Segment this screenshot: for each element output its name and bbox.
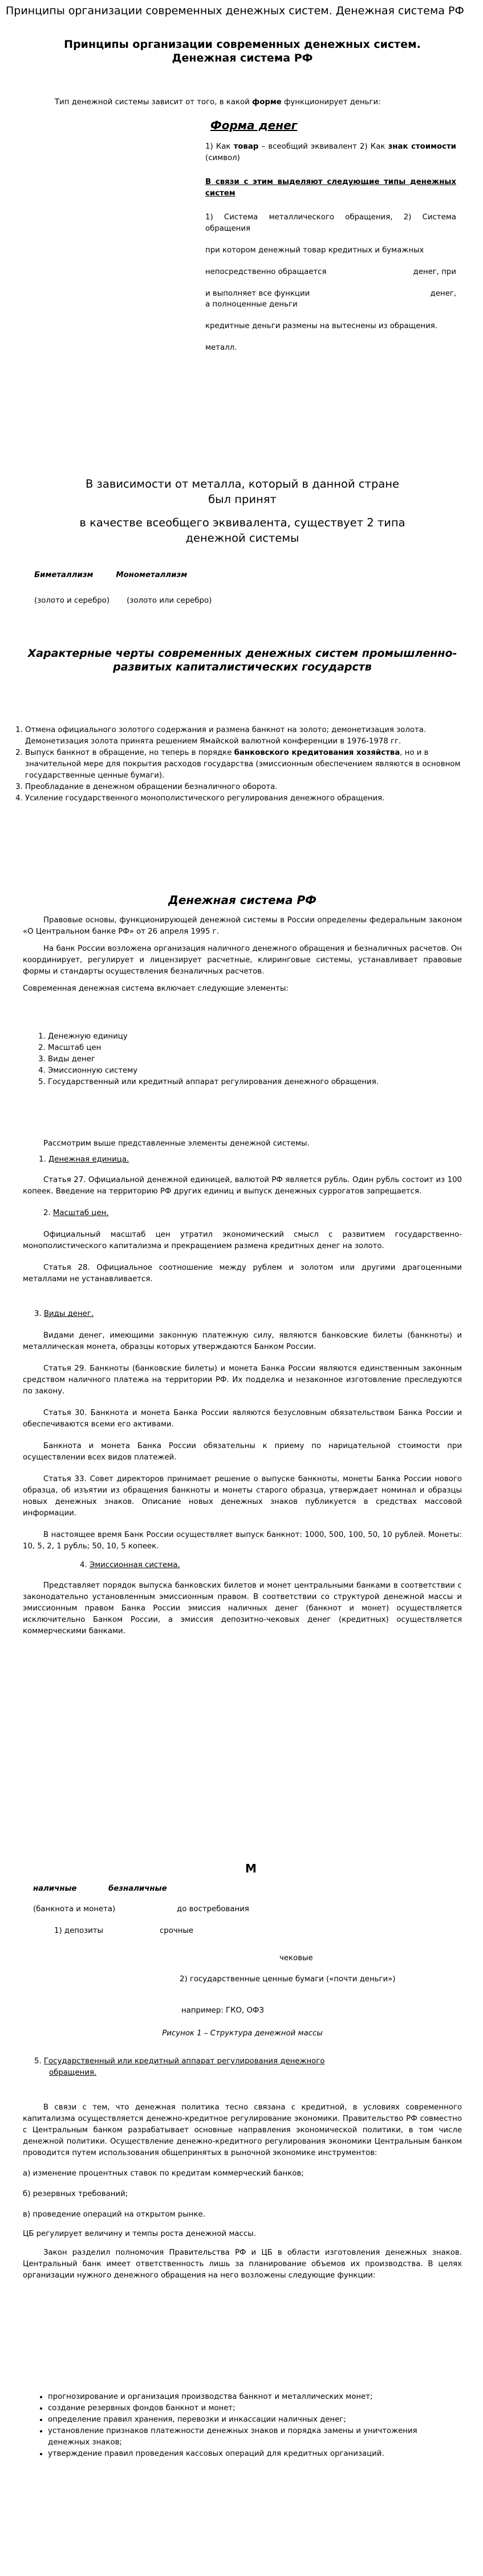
diagram-cash-sub: (банкнота и монета) bbox=[33, 1905, 116, 1913]
forms-block: 1) Как товар – всеобщий эквивалент 2) Как знак стоимости (символ) В связи с этим выделяют следующие типы денежных систем 1) Система металлического обращения, 2) Система обращения при котором денежный товар кредитных и бумажных непосредственно обращается денег, при и выполняет все функции денег, а полноценные деньги кредитные деньги размены на вытеснены из обращения. металл. bbox=[205, 142, 456, 353]
regulation-body: В связи с тем, что денежная политика тесно связана с кредитной, в условиях современного капитализма осуществляется денежно-кредитное регулирование экономики. Правительство РФ совместно с Центральным банком разрабатывает основные направления экономической политики, в том числе денежной политики. Осуществление денежно-кредитного регулирования экономики Центральным банком проводится путем использования общепринятых в рыночной экономике инструментов: а) изменение процентных ставок по кредитам коммерческий банков; б) резервных требований; в) проведение операций на открытом рынке. ЦБ регулирует величину и темпы роста денежной массы. Закон разделил полномочия Правительства РФ и ЦБ в области изготовления денежных знаков. Центральный банк имеет ответственность лишь за планирование объемов их производства. В целях организации нужного денежного обращения на него возложены следующие функции: bbox=[23, 2103, 462, 2280]
features-heading: Характерные черты современных денежных систем промышленно-развитых капиталистических государств bbox=[27, 647, 457, 673]
list-item: 1. Денежную единицу bbox=[48, 1031, 456, 1042]
monometallism-label: Монометаллизм bbox=[116, 571, 188, 579]
diagram-securities: 2) государственные ценные бумаги («почти деньги») bbox=[180, 1975, 396, 1984]
regulation-functions-list bbox=[34, 2391, 456, 2460]
list-item: 1. Отмена официального золотого содержания и размена банкнот на золото; демонетизация золота. Демонетизация золота принята решением Ямайской валютной конференции в 1976-1978 гг. bbox=[25, 725, 462, 747]
list-item: • определение правил хранения, перевозки и инкассации наличных денег; bbox=[48, 2414, 456, 2426]
diagram-demand: до востребования bbox=[177, 1905, 249, 1913]
list-item: 2. Выпуск банкнот в обращение, но теперь в порядке банковского кредитования хозяйства, но и в значительной мере для покрытия расходов государства (эмиссионным обеспечением являются в основном государственные ценные бумаги). bbox=[25, 747, 462, 782]
diagram-term: срочные bbox=[160, 1927, 194, 1935]
unit-heading: Денежная единица. bbox=[48, 1155, 129, 1164]
metal-types-sub: (золото и серебро) (золото или серебро) bbox=[34, 596, 212, 605]
list-item: 3. Преобладание в денежном обращении безналичного оборота. bbox=[25, 782, 462, 793]
list-item: • утверждение правил проведения кассовых операций для кредитных организаций. bbox=[48, 2448, 456, 2460]
diagram-example: например: ГКО, ОФЗ bbox=[181, 2006, 264, 2015]
document-heading: Принципы организации современных денежных систем. Денежная система РФ bbox=[64, 38, 421, 64]
diagram-deposits: 1) депозиты bbox=[54, 1927, 104, 1935]
regulation-heading: Государственный или кредитный аппарат регулирования денежного обращения. bbox=[43, 2057, 325, 2077]
rf-heading: Денежная система РФ bbox=[168, 893, 316, 907]
regulation-heading-block: 5. Государственный или кредитный аппарат регулирования денежного обращения. bbox=[34, 2057, 325, 2077]
systems-connection: В связи с этим выделяют следующие типы денежных систем bbox=[205, 177, 456, 198]
rf-intro: Правовые основы, функционирующей денежной системы в России определены федеральным законом «О Центральном банке РФ» от 26 апреля 1995 г. На банк России возложена организация наличного денежного обращения и безналичных расчетов. Он координирует, регулирует и лицензирует расчетные, клиринговые системы, устанавливает правовые формы и стандарты осуществления безналичных расчетов. Современная денежная система включает следующие элементы: bbox=[23, 916, 462, 993]
list-item: 3. Виды денег bbox=[48, 1054, 456, 1065]
metal-systems-text: В зависимости от металла, который в данной стране был принят в качестве всеобщего эквивалента, существует 2 типа денежной системы bbox=[79, 477, 405, 545]
kinds-heading: Виды денег. bbox=[43, 1310, 94, 1319]
diagram-noncash: безналичные bbox=[108, 1884, 167, 1893]
page-title: Принципы организации современных денежных систем. Денежная система РФ bbox=[6, 5, 464, 17]
list-item: • установление признаков платежности денежных знаков и порядка замены и уничтожения денежных знаков; bbox=[48, 2426, 456, 2448]
intro-paragraph: Тип денежной системы зависит от того, в какой форме функционирует деньги: bbox=[55, 98, 381, 107]
list-item: • создание резервных фондов банкнот и монет; bbox=[48, 2403, 456, 2414]
features-list bbox=[11, 725, 462, 804]
diagram-letter-m: М bbox=[245, 1862, 257, 1875]
diagram-caption: Рисунок 1 – Структура денежной массы bbox=[162, 2029, 323, 2038]
rf-elements-list bbox=[34, 1031, 456, 1088]
list-item: 5. Государственный или кредитный аппарат регулирования денежного обращения. bbox=[48, 1077, 456, 1088]
forms-heading: Форма денег bbox=[210, 118, 298, 132]
scale-heading: Масштаб цен. bbox=[52, 1208, 109, 1217]
rf-elements-detail: Рассмотрим выше представленные элементы денежной системы. 1. Денежная единица. Статья 27. Официальной денежной единицей, валютой РФ является рубль. Один рубль состоит из 100 копеек. Введение на территорию РФ других единиц и выпуск денежных суррогатов запрещается. 2. Масштаб цен. Официальный масштаб цен утратил экономический смысл с развитием государственно-монополистического капитализма и прекращением размена кредитных денег на золото. Статья 28. Официальное соотношение между рублем и золотом или другими драгоценными металлами не устанавливается. 3. Виды денег. Видами денег, имеющими законную платежную силу, являются банковские билеты (банкноты) и металлическая монета, образцы которых утверждаются Банком России. Статья 29. Банкноты (банковские билеты) и монета Банка России являются единственным законным средством наличного платежа на территории РФ. Их подделка и незаконное изготовление преследуются по закону. Статья 30. Банкнота и монета Банка России являются безусловным обязательством Банка России и обеспечиваются всеми его активами. Банкнота и монета Банка России обязательны к приему по нарицательной стоимости при осуществлении всех видов платежей. Статья 33. Совет директоров принимает решение о выпуске банкноты, монеты Банка России нового образца, об изъятии из обращения банкноты и монеты старого образца, утверждает номинал и образцы новых денежных знаков. Описание новых денежных знаков публикуется в средствах массовой информации. В настоящее время Банк России осуществляет выпуск банкнот: 1000, 500, 100, 50, 10 рублей. Монеты: 10, 5, 2, 1 рубль; 50, 10, 5 копеек. 4. Эмиссионная система. Представляет порядок выпуска банковских билетов и монет центральными банками в соответствии с законодательно установленным эмиссионным правом. В соответствии со структурой денежной массы и эмиссионным правом Банка России эмиссия наличных денег (банкнот и монет) осуществляется исключительно Банком России, а эмиссия депозитно-чековых денег (кредитных) осуществляется коммерческими банками. bbox=[23, 1139, 462, 1636]
metal-types bbox=[34, 570, 319, 581]
list-item: 4. Эмиссионную систему bbox=[48, 1065, 456, 1077]
list-item: 4. Усиление государственного монополистического регулирования денежного обращения. bbox=[25, 793, 462, 804]
diagram-cash: наличные bbox=[33, 1884, 77, 1893]
emission-heading: Эмиссионная система. bbox=[89, 1561, 180, 1570]
bimetallism-label: Биметаллизм bbox=[34, 571, 94, 579]
diagram-check: чековые bbox=[279, 1954, 313, 1962]
list-item: • прогнозирование и организация производства банкнот и металлических монет; bbox=[48, 2391, 456, 2403]
list-item: 2. Масштаб цен bbox=[48, 1042, 456, 1054]
